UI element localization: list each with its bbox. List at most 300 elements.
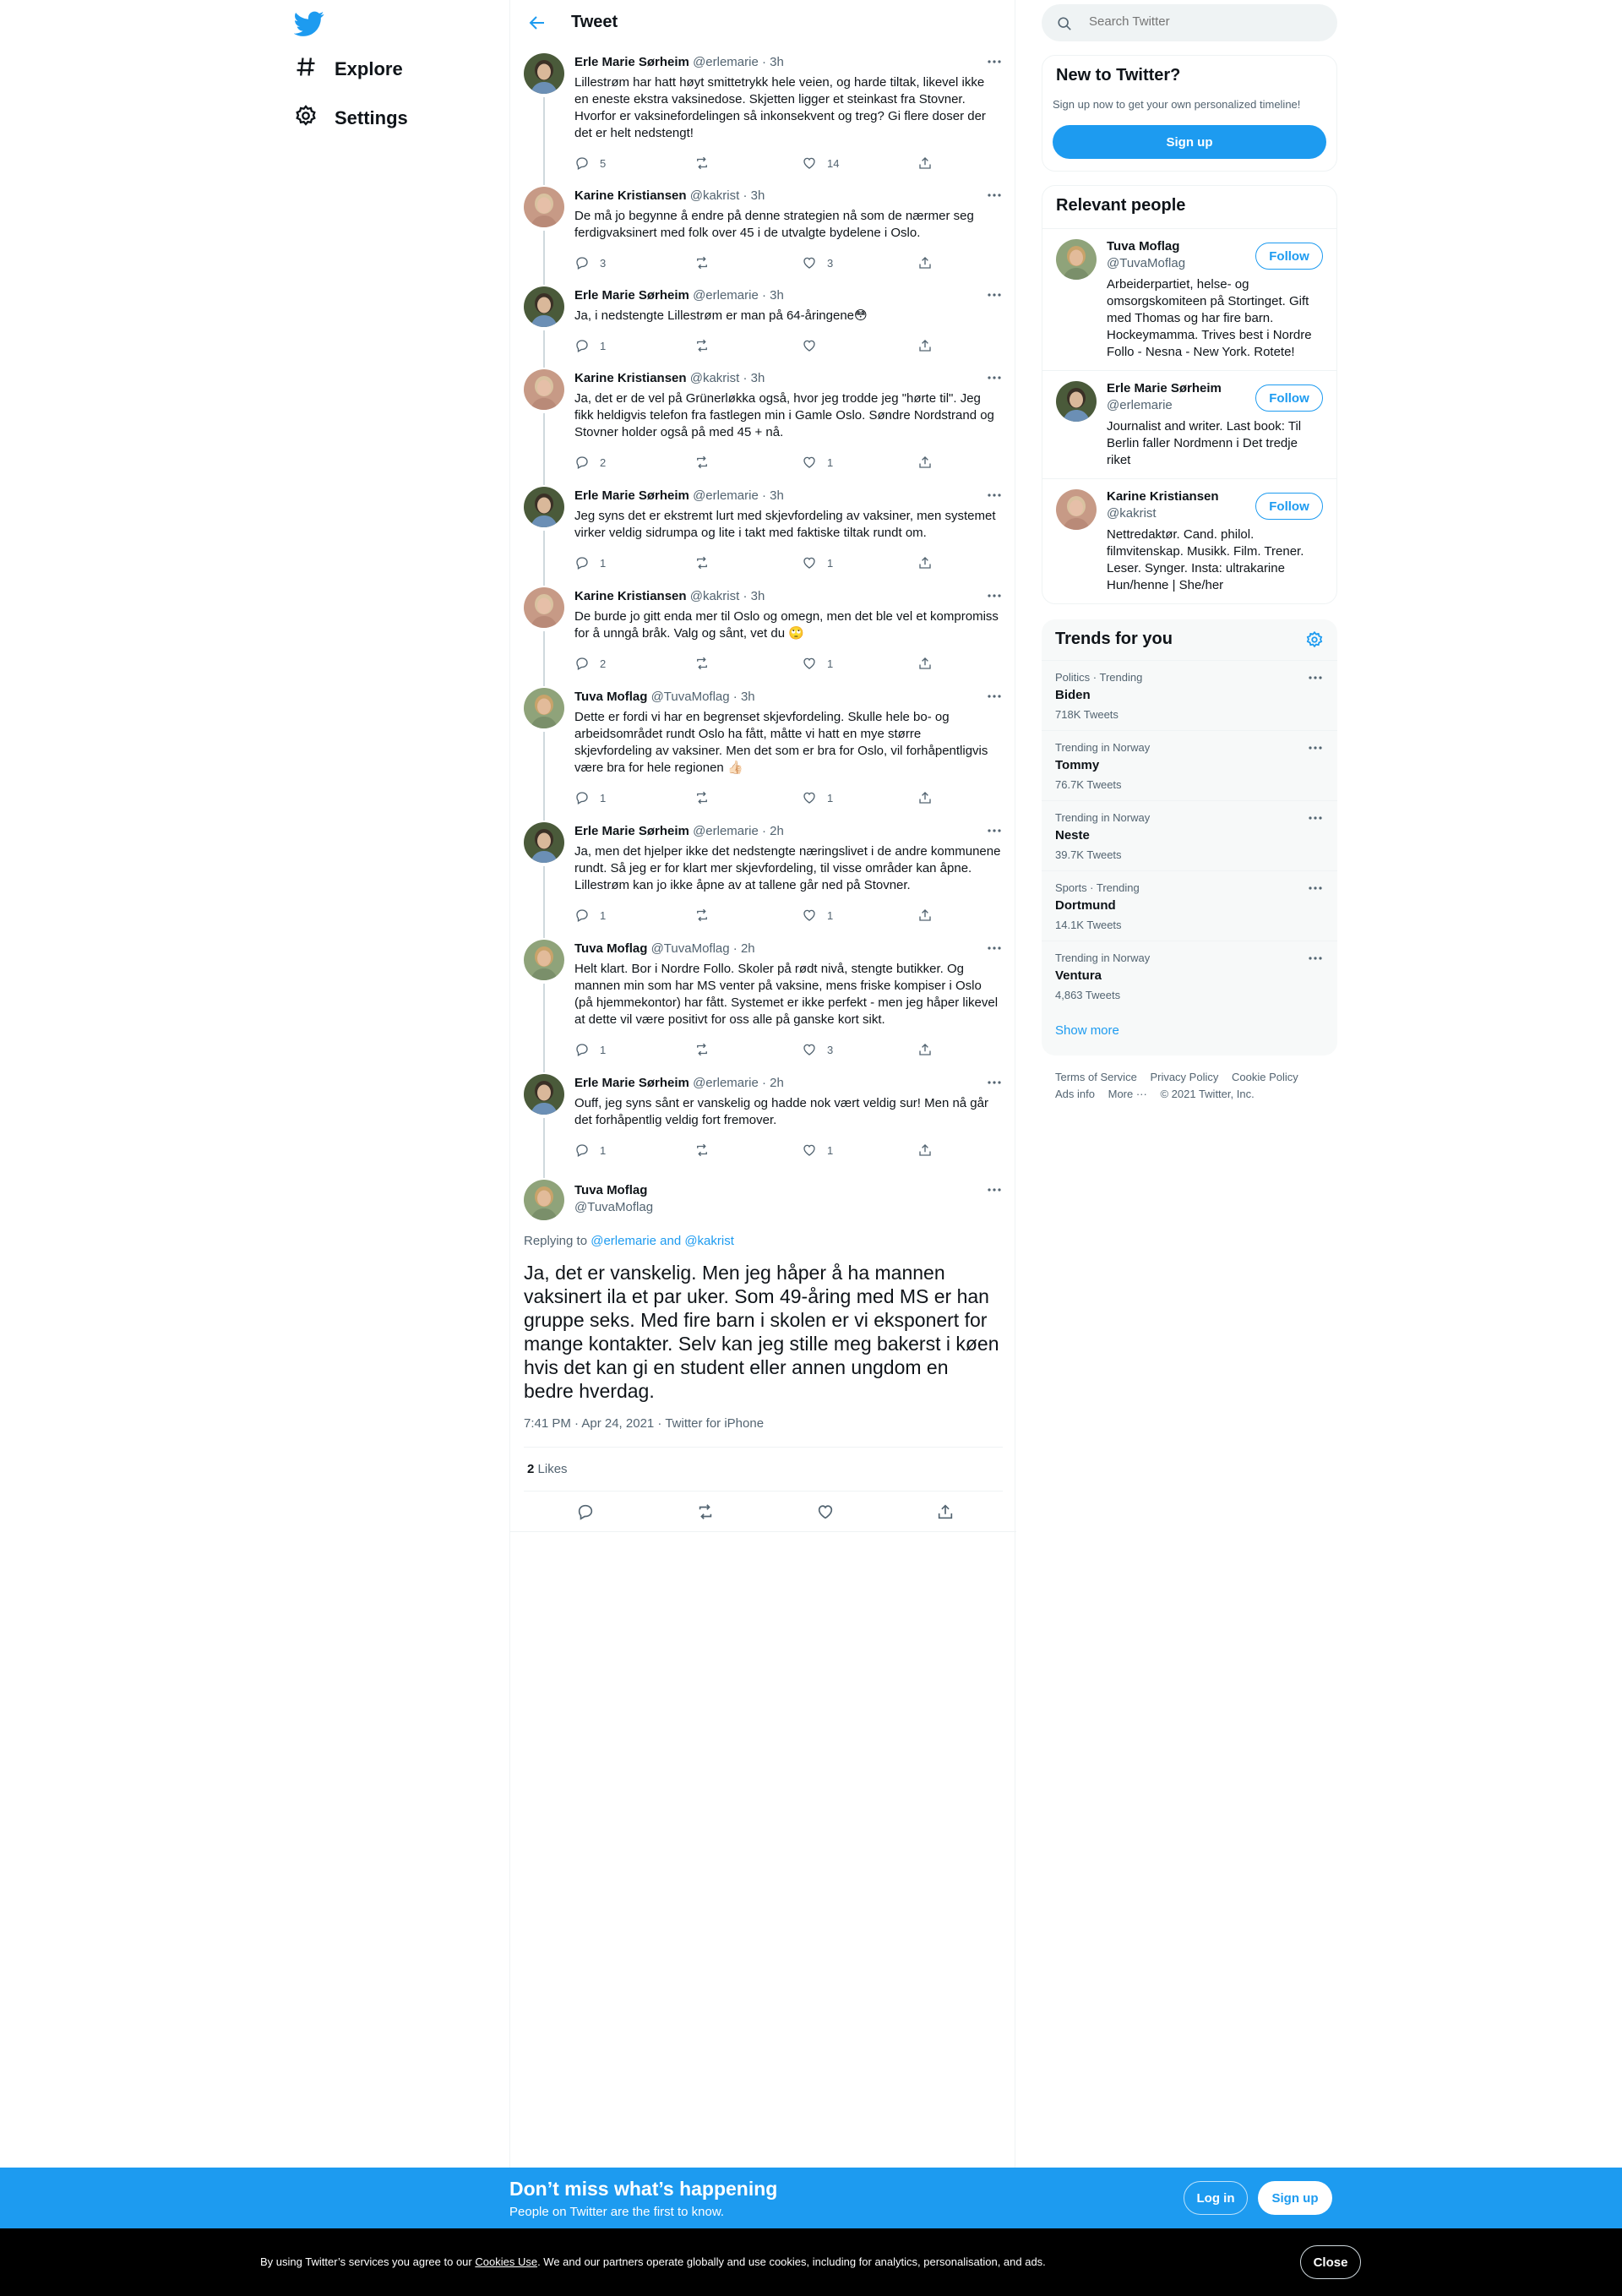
person-bio xyxy=(1107,418,1318,469)
bottom-bar-title: Don’t miss what’s happening xyxy=(509,2178,778,2200)
tweet[interactable] xyxy=(510,180,1016,280)
reply-icon xyxy=(574,338,590,353)
like-button[interactable] xyxy=(802,1143,833,1158)
author-handle[interactable]: @kakrist xyxy=(689,371,740,385)
tweet-time[interactable]: 2h xyxy=(770,824,784,838)
trend-count: 76.7K Tweets xyxy=(1055,778,1122,791)
like-button[interactable] xyxy=(802,1042,833,1057)
like-icon xyxy=(802,155,817,171)
sign-up-button[interactable]: Sign up xyxy=(1053,125,1326,159)
relevant-people-card xyxy=(1042,185,1337,604)
like-button[interactable] xyxy=(802,455,833,470)
more-icon[interactable] xyxy=(1307,950,1324,967)
tweet-timestamp[interactable]: 7:41 PM · Apr 24, 2021 · Twitter for iPhone xyxy=(524,1416,765,1431)
share-icon xyxy=(917,1143,933,1158)
more-icon[interactable] xyxy=(1307,669,1324,686)
retweet-icon xyxy=(694,656,710,671)
avatar[interactable] xyxy=(524,487,564,527)
tweet[interactable] xyxy=(510,681,1016,815)
footer-link[interactable]: Terms of Service xyxy=(1055,1071,1137,1083)
card-title: Trends for you xyxy=(1055,630,1173,648)
tweet[interactable] xyxy=(510,363,1016,480)
tweet-header xyxy=(574,55,784,69)
like-icon xyxy=(802,338,817,353)
more-icon[interactable] xyxy=(986,369,1003,386)
close-button[interactable]: Close xyxy=(1300,2245,1361,2279)
like-count: 1 xyxy=(827,455,834,469)
author-handle[interactable]: @erlemarie xyxy=(693,488,759,503)
bio-line: Follo - Nesna - New York. Rotete! xyxy=(1107,345,1295,359)
retweet-button[interactable] xyxy=(694,555,720,570)
cookie-banner xyxy=(0,2228,1622,2296)
reply-button[interactable] xyxy=(574,656,606,671)
nav-explore-label: Explore xyxy=(335,58,403,79)
tweet-text-line: De må jo begynne å endre på denne strategien nå som de nærmer seg xyxy=(574,209,974,223)
avatar[interactable] xyxy=(524,688,564,728)
like-count: 1 xyxy=(827,657,834,670)
retweet-icon[interactable] xyxy=(696,1502,716,1523)
tweet[interactable] xyxy=(510,581,1016,681)
tweet-time[interactable]: 3h xyxy=(750,371,765,385)
reply-count: 1 xyxy=(600,791,607,804)
author-name[interactable]: Karine Kristiansen xyxy=(574,371,687,385)
back-arrow-icon[interactable] xyxy=(527,13,547,33)
reply-count: 1 xyxy=(600,556,607,570)
person-name[interactable]: Erle Marie Sørheim xyxy=(1107,381,1222,395)
avatar[interactable] xyxy=(524,187,564,227)
like-icon xyxy=(802,790,817,805)
more-icon[interactable] xyxy=(986,587,1003,604)
thread-connector-line xyxy=(543,984,545,1072)
tweet-actions xyxy=(574,155,946,172)
trend-context: Trending in Norway xyxy=(1055,811,1151,824)
twitter-bird-icon[interactable] xyxy=(294,8,324,39)
gear-icon xyxy=(294,104,318,133)
share-button[interactable] xyxy=(917,338,933,353)
trend-context: Trending in Norway xyxy=(1055,952,1151,964)
retweet-icon xyxy=(694,155,710,171)
retweet-button[interactable] xyxy=(694,338,720,353)
tweet-text-line: Ja, i nedstengte Lillestrøm er man på 64-åringene😳 xyxy=(574,308,868,323)
retweet-button[interactable] xyxy=(694,155,720,171)
author-handle[interactable]: @TuvaMoflag xyxy=(650,690,730,704)
author-handle[interactable]: @erlemarie xyxy=(693,55,759,69)
avatar[interactable] xyxy=(524,1074,564,1115)
share-button[interactable] xyxy=(917,908,933,923)
reply-button[interactable] xyxy=(574,155,606,171)
reply-button[interactable] xyxy=(574,255,606,270)
footer-link[interactable]: Ads info xyxy=(1055,1088,1095,1100)
tweet-time[interactable]: 3h xyxy=(740,690,755,704)
share-icon xyxy=(917,790,933,805)
author-name[interactable]: Erle Marie Sørheim xyxy=(574,288,689,303)
author-name[interactable]: Erle Marie Sørheim xyxy=(574,55,689,69)
separator-dot: · xyxy=(758,288,770,303)
tweet-header xyxy=(574,488,784,503)
reply-icon xyxy=(574,1143,590,1158)
share-button[interactable] xyxy=(917,790,933,805)
sign-up-button[interactable]: Sign up xyxy=(1258,2181,1332,2215)
tweet-text-line: Dette er fordi vi har en begrenset skjevfordeling. Skulle hele bo- og xyxy=(574,710,950,724)
reply-icon xyxy=(574,1042,590,1057)
trend-context: Trending in Norway xyxy=(1055,741,1151,754)
divider xyxy=(510,1531,1016,1532)
tweet-text-line: De burde jo gitt enda mer til Oslo og omegn, men det ble vel et kompromiss xyxy=(574,609,999,624)
author-name[interactable]: Erle Marie Sørheim xyxy=(574,824,689,838)
author-handle[interactable]: @kakrist xyxy=(689,589,740,603)
like-icon xyxy=(802,908,817,923)
tweet-header xyxy=(574,690,755,704)
tweet-text xyxy=(574,390,1005,441)
avatar[interactable] xyxy=(524,940,564,980)
footer-links xyxy=(1055,1069,1334,1103)
reply-button[interactable] xyxy=(574,1143,606,1158)
trend-context: Politics · Trending xyxy=(1055,671,1143,684)
tweet[interactable] xyxy=(510,1067,1016,1173)
author-name[interactable]: Erle Marie Sørheim xyxy=(574,488,689,503)
thread-connector-line xyxy=(543,732,545,821)
separator-dot: · xyxy=(758,488,770,503)
reply-icon xyxy=(574,656,590,671)
retweet-icon xyxy=(694,790,710,805)
more-icon[interactable] xyxy=(986,286,1003,303)
trend-name: Tommy xyxy=(1055,758,1100,772)
tweet-header xyxy=(574,941,755,956)
like-button[interactable] xyxy=(802,908,833,923)
reply-icon xyxy=(574,255,590,270)
footer-link[interactable]: Cookie Policy xyxy=(1231,1071,1298,1083)
share-button[interactable] xyxy=(917,255,933,270)
tweet-text-line: rundt. Så jeg er for klart mer skjevfordeling, til visse områder kan åpne. xyxy=(574,861,972,875)
nav-explore[interactable] xyxy=(294,47,403,91)
tweet[interactable] xyxy=(510,480,1016,581)
like-icon xyxy=(802,1143,817,1158)
retweet-button[interactable] xyxy=(694,1143,720,1158)
trend-count: 4,863 Tweets xyxy=(1055,989,1121,1001)
tweet-actions xyxy=(574,656,946,673)
avatar[interactable] xyxy=(524,53,564,94)
avatar[interactable] xyxy=(524,286,564,327)
nav-settings[interactable] xyxy=(294,96,408,140)
tweet-header xyxy=(574,1076,784,1090)
more-icon[interactable] xyxy=(986,1074,1003,1091)
likes-summary[interactable] xyxy=(527,1462,568,1476)
more-icon[interactable] xyxy=(986,1181,1003,1198)
thread-connector-line xyxy=(543,531,545,586)
bio-line: Nettredaktør. Cand. philol. xyxy=(1107,527,1255,542)
focus-text-line: gruppe seks. Med fire barn i skolen er vi eksponert for xyxy=(524,1309,988,1331)
focus-text-line: vaksinert ila et par uker. Som 49-åring med MS er han xyxy=(524,1285,989,1307)
tweet-time[interactable]: 3h xyxy=(750,589,765,603)
focus-author-name[interactable]: Tuva Moflag xyxy=(574,1183,648,1197)
tweet-header xyxy=(574,824,784,838)
person-card[interactable] xyxy=(1042,370,1336,478)
trend-name: Dortmund xyxy=(1055,898,1116,913)
trend-count: 718K Tweets xyxy=(1055,708,1119,721)
author-name[interactable]: Tuva Moflag xyxy=(574,690,648,704)
tweet-text xyxy=(574,961,1005,1028)
tweet-text-line: det er helt nedstengt! xyxy=(574,126,694,140)
reply-button[interactable] xyxy=(574,1042,606,1057)
tweet-time[interactable]: 2h xyxy=(770,1076,784,1090)
author-handle[interactable]: @kakrist xyxy=(689,188,740,203)
tweet-text-line: Lillestrøm har hatt høyt smittetrykk hele veien, og harde tiltak, likevel ikke xyxy=(574,75,985,90)
tweet-time[interactable]: 3h xyxy=(750,188,765,203)
share-icon xyxy=(917,656,933,671)
share-icon xyxy=(917,455,933,470)
tweet[interactable] xyxy=(510,46,1016,180)
tweet-header xyxy=(574,188,765,203)
search-input[interactable] xyxy=(1089,14,1317,29)
tweet-text xyxy=(574,1095,1005,1129)
tweet-header xyxy=(574,288,784,303)
tweet-text-line: virker veldig sidrumpa og lite i takt med faktiske tiltak rundt om. xyxy=(574,526,927,540)
share-button[interactable] xyxy=(917,455,933,470)
divider xyxy=(524,1491,1003,1492)
tweet-text-line: fikk heldigvis telefon fra fastlegen min i Gamle Oslo. Søndre Nordstrand og xyxy=(574,408,994,423)
person-handle[interactable]: @erlemarie xyxy=(1107,398,1173,412)
retweet-icon xyxy=(694,455,710,470)
person-card[interactable] xyxy=(1042,228,1336,370)
thread-connector-line xyxy=(543,231,545,285)
retweet-button[interactable] xyxy=(694,455,720,470)
tweet-actions xyxy=(574,908,946,924)
separator-dot: · xyxy=(729,690,741,704)
settings-gear-icon[interactable] xyxy=(1305,630,1324,649)
thread-connector-line xyxy=(543,413,545,485)
retweet-button[interactable] xyxy=(694,908,720,923)
likes-count: 2 xyxy=(527,1462,535,1476)
replying-to xyxy=(524,1234,734,1248)
like-button[interactable] xyxy=(802,790,833,805)
like-button[interactable] xyxy=(802,338,827,353)
person-name[interactable]: Tuva Moflag xyxy=(1107,239,1180,254)
search-bar[interactable] xyxy=(1042,4,1337,41)
reply-button[interactable] xyxy=(574,908,606,923)
retweet-icon xyxy=(694,338,710,353)
retweet-button[interactable] xyxy=(694,255,720,270)
tweet[interactable] xyxy=(510,815,1016,933)
cookies-use-link[interactable]: Cookies Use xyxy=(475,2255,538,2268)
tweet-text-line: at dette vil være positivt for oss alle på ganske kort sikt. xyxy=(574,1012,885,1027)
tweet-time[interactable]: 2h xyxy=(740,941,755,956)
more-icon[interactable] xyxy=(1307,810,1324,826)
trend-item[interactable] xyxy=(1042,800,1337,870)
more-icon[interactable] xyxy=(986,487,1003,504)
tweet-text-line: arbeidsområdet rundt Oslo ha fått, måtte vi hatt en mye større xyxy=(574,727,922,741)
author-handle[interactable]: @erlemarie xyxy=(693,288,759,303)
focused-tweet-actions xyxy=(510,1502,1016,1523)
show-more-link[interactable]: Show more xyxy=(1055,1023,1119,1038)
page-title: Tweet xyxy=(571,13,618,31)
tweet-time[interactable]: 3h xyxy=(770,488,784,503)
bio-line: med Thomas og har fire barn. xyxy=(1107,311,1274,325)
separator-dot: · xyxy=(758,824,770,838)
person-name[interactable]: Karine Kristiansen xyxy=(1107,489,1219,504)
tweet-text-line: en eneste ekstra vaksinedose. Skjetten ligger et steinkast fra Stovner. xyxy=(574,92,966,106)
avatar[interactable] xyxy=(524,369,564,410)
tweet-text-line: Stovner holder også på med 45 + nå. xyxy=(574,425,784,439)
like-button[interactable] xyxy=(802,155,839,171)
bio-line: Journalist and writer. Last book: Til xyxy=(1107,419,1302,434)
tweet-text xyxy=(574,208,1005,242)
tweet-header xyxy=(574,371,765,385)
author-handle[interactable]: @erlemarie xyxy=(693,1076,759,1090)
bio-line: Leser. Synger. Insta: ultrakarine xyxy=(1107,561,1285,575)
like-count: 1 xyxy=(827,1143,834,1157)
avatar[interactable] xyxy=(524,587,564,628)
separator-dot: · xyxy=(758,55,770,69)
more-icon[interactable] xyxy=(986,53,1003,70)
bio-line: Hockeymamma. Trives best i Nordre xyxy=(1107,328,1312,342)
more-icon[interactable] xyxy=(986,688,1003,705)
separator-dot: · xyxy=(739,589,751,603)
author-name[interactable]: Karine Kristiansen xyxy=(574,188,687,203)
focus-author-handle[interactable]: @TuvaMoflag xyxy=(574,1200,654,1214)
footer-link[interactable]: Privacy Policy xyxy=(1150,1071,1219,1083)
follow-button[interactable]: Follow xyxy=(1255,243,1323,270)
reply-count: 2 xyxy=(600,455,607,469)
like-count: 3 xyxy=(827,256,834,270)
tweet-actions xyxy=(574,1143,946,1159)
share-button[interactable] xyxy=(917,555,933,570)
tweet[interactable] xyxy=(510,933,1016,1067)
focus-text-line: Ja, det er vanskelig. Men jeg håper å ha mannen xyxy=(524,1262,945,1284)
like-count: 14 xyxy=(827,156,840,170)
reply-button[interactable] xyxy=(574,555,606,570)
more-icon[interactable] xyxy=(986,940,1003,957)
cookie-text xyxy=(260,2255,1046,2268)
thread-connector-line xyxy=(543,97,545,185)
retweet-button[interactable] xyxy=(694,656,720,671)
tweet-text-line: (på hjemmekontor) har fått. Systemet er ikke perfekt - men jeg håper likevel xyxy=(574,995,999,1010)
like-icon xyxy=(802,555,817,570)
like-button[interactable] xyxy=(802,555,833,570)
author-name[interactable]: Karine Kristiansen xyxy=(574,589,687,603)
share-icon[interactable] xyxy=(936,1502,956,1523)
main-column xyxy=(509,0,1015,2168)
tweet-text-line: skjevfordeling av vaksiner. Men det som er bra for Oslo, vil forhåpentligvis xyxy=(574,744,988,758)
bio-line: filmvitenskap. Musikk. Film. Trener. xyxy=(1107,544,1304,559)
share-button[interactable] xyxy=(917,656,933,671)
retweet-button[interactable] xyxy=(694,790,720,805)
tweet-text xyxy=(574,608,1005,642)
author-name[interactable]: Tuva Moflag xyxy=(574,941,648,956)
avatar[interactable] xyxy=(1056,381,1097,422)
reply-count: 5 xyxy=(600,156,607,170)
bottom-bar-subtitle: People on Twitter are the first to know. xyxy=(509,2205,725,2219)
person-bio xyxy=(1107,526,1318,594)
footer-link[interactable]: More ··· xyxy=(1108,1088,1147,1100)
trend-item[interactable] xyxy=(1042,870,1337,941)
share-icon xyxy=(917,255,933,270)
bio-line: omsorgskomiteen på Stortinget. Gift xyxy=(1107,294,1309,308)
share-button[interactable] xyxy=(917,1042,933,1057)
focused-tweet xyxy=(510,1173,1016,1536)
more-icon[interactable] xyxy=(1307,739,1324,756)
reply-button[interactable] xyxy=(574,790,606,805)
reply-button[interactable] xyxy=(574,455,606,470)
like-icon[interactable] xyxy=(816,1502,836,1523)
tweet-text-line: være bra for hele regionen 👍🏻 xyxy=(574,761,743,775)
more-icon[interactable] xyxy=(986,187,1003,204)
tweet[interactable] xyxy=(510,280,1016,363)
tweet-text-line: Ouff, jeg syns sånt er vanskelig og hadde nok vært veldig sur! Men nå går xyxy=(574,1096,988,1110)
author-handle[interactable]: @TuvaMoflag xyxy=(650,941,730,956)
trends-card xyxy=(1042,619,1337,1055)
avatar[interactable] xyxy=(524,822,564,863)
share-button[interactable] xyxy=(917,1143,933,1158)
trend-item[interactable] xyxy=(1042,660,1337,730)
focus-text-line: hvis det kan gi en student eller annen ungdom en xyxy=(524,1356,949,1378)
like-count: 3 xyxy=(827,1043,834,1056)
separator-dot: · xyxy=(739,371,751,385)
like-count: 1 xyxy=(827,908,834,922)
follow-button[interactable]: Follow xyxy=(1255,493,1323,520)
share-icon xyxy=(917,155,933,171)
avatar[interactable] xyxy=(1056,489,1097,530)
reply-count: 1 xyxy=(600,1143,607,1157)
log-in-button[interactable]: Log in xyxy=(1184,2181,1248,2215)
more-icon[interactable] xyxy=(986,822,1003,839)
copyright: © 2021 Twitter, Inc. xyxy=(1160,1088,1255,1100)
retweet-icon xyxy=(694,1143,710,1158)
tweet-time[interactable]: 3h xyxy=(770,288,784,303)
person-handle[interactable]: @kakrist xyxy=(1107,506,1157,521)
page-header xyxy=(510,0,1016,46)
cookie-prefix: By using Twitter’s services you agree to our xyxy=(260,2255,476,2268)
like-icon xyxy=(802,255,817,270)
tweet-time[interactable]: 3h xyxy=(770,55,784,69)
replying-to-link[interactable]: @erlemarie and @kakrist xyxy=(591,1234,734,1248)
person-handle[interactable]: @TuvaMoflag xyxy=(1107,256,1186,270)
author-name[interactable]: Erle Marie Sørheim xyxy=(574,1076,689,1090)
separator-dot: · xyxy=(758,1076,770,1090)
share-button[interactable] xyxy=(917,155,933,171)
like-button[interactable] xyxy=(802,255,833,270)
trend-name: Ventura xyxy=(1055,968,1102,983)
person-card[interactable] xyxy=(1042,478,1336,602)
trend-name: Neste xyxy=(1055,828,1090,843)
avatar[interactable] xyxy=(524,1180,564,1220)
avatar[interactable] xyxy=(1056,239,1097,280)
like-button[interactable] xyxy=(802,656,833,671)
reply-count: 1 xyxy=(600,339,607,352)
reply-icon[interactable] xyxy=(576,1502,596,1523)
follow-button[interactable]: Follow xyxy=(1255,384,1323,412)
tweet-text xyxy=(574,709,1005,777)
tweet-actions xyxy=(574,1042,946,1059)
reply-icon xyxy=(574,790,590,805)
thread-connector-line xyxy=(543,866,545,938)
tweet-text-line: Lillestrøm kan jo ikke åpne av at tallene går ned på Stovner. xyxy=(574,878,911,892)
tweet-text-line: Jeg syns det er ekstremt lurt med skjevfordeling av vaksiner, men systemet xyxy=(574,509,996,523)
reply-button[interactable] xyxy=(574,338,606,353)
share-icon xyxy=(917,908,933,923)
retweet-icon xyxy=(694,555,710,570)
trend-item[interactable] xyxy=(1042,730,1337,800)
tweet-text-line: mannen min som har MS venter på vaksine, mens friske kompiser i Oslo xyxy=(574,979,982,993)
like-icon xyxy=(802,455,817,470)
retweet-button[interactable] xyxy=(694,1042,720,1057)
author-handle[interactable]: @erlemarie xyxy=(693,824,759,838)
bio-line: Berlin faller Nordmenn i Det tredje xyxy=(1107,436,1298,450)
retweet-icon xyxy=(694,908,710,923)
trend-item[interactable] xyxy=(1042,941,1337,1011)
reply-icon xyxy=(574,455,590,470)
like-icon xyxy=(802,1042,817,1057)
more-icon[interactable] xyxy=(1307,880,1324,897)
